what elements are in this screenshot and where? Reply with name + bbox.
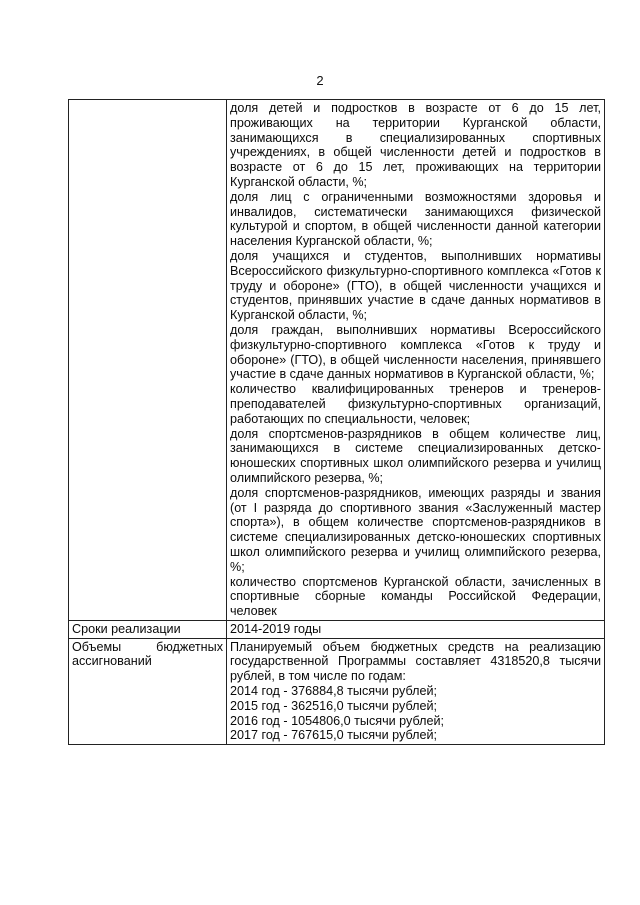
budget-content-cell — [227, 638, 605, 745]
indicator-paragraph: доля лиц с ограниченными возможностями здоровья и инвалидов, систематически занимающихся физической культурой и спортом, в общей численности данной категории населения Курганской области, %; — [230, 189, 601, 249]
passport-table — [68, 99, 605, 745]
row1-label-cell — [69, 100, 227, 621]
budget-year-line: 2015 год - 362516,0 тысячи рублей; — [230, 698, 437, 713]
budget-intro: Планируемый объем бюджетных средств на реализацию государственной Программы составляет 4318520,8 тысячи рублей, в том числе по годам: — [230, 639, 601, 684]
indicator-paragraph: доля граждан, выполнивших нормативы Всероссийского физкультурно-спортивного комплекса «Готов к труду и обороне» (ГТО), в общей численности населения, принявшего участие в сдаче данных нормативов в Курганской области, %; — [230, 322, 601, 382]
indicator-paragraph: доля спортсменов-разрядников в общем количестве лиц, занимающихся в системе специализированных детско-юношеских спортивных школ олимпийского резерва и училищ олимпийского резерва, %; — [230, 426, 601, 485]
indicator-paragraph: количество квалифицированных тренеров и тренеров-преподавателей физкультурно-спортивных организаций, работающих по специальности, человек; — [230, 382, 601, 426]
row1-content-cell — [227, 100, 605, 621]
budget-label: Объемы бюджетных ассигнований — [69, 638, 227, 745]
indicator-paragraph: количество спортсменов Курганской области, зачисленных в спортивные сборные команды Российской Федерации, человек — [230, 574, 601, 619]
table-row-budget — [69, 638, 605, 745]
budget-year-line: 2016 год - 1054806,0 тысячи рублей; — [230, 713, 444, 728]
budget-year-line: 2017 год - 767615,0 тысячи рублей; — [230, 728, 437, 743]
budget-year-line: 2014 год - 376884,8 тысячи рублей; — [230, 684, 437, 699]
table-row-period — [69, 620, 605, 638]
indicator-paragraph: доля спортсменов-разрядников, имеющих разряды и звания (от I разряда до спортивного звания «Заслуженный мастер спорта»), в общем количестве спортсменов-разрядников в системе специализированных детско-юношеских спортивных школ олимпийского резерва и училищ олимпийского резерва, %; — [230, 485, 601, 574]
page-number: 2 — [316, 73, 324, 88]
table-row-indicators — [69, 100, 605, 621]
period-value: 2014-2019 годы — [227, 620, 605, 638]
indicator-paragraph: доля учащихся и студентов, выполнивших нормативы Всероссийского физкультурно-спортивного комплекса «Готов к труду и обороне» (ГТО), в общей численности учащихся и студентов, принявших участие в сдаче данных нормативов в Курганской области, %; — [230, 248, 601, 323]
indicator-paragraph: доля детей и подростков в возрасте от 6 до 15 лет, проживающих на территории Курганской области, занимающихся в специализированных спортивных учреждениях, в общей численности детей и подростков в возрасте от 6 до 15 лет, проживающих на территории Курганской области, %; — [230, 101, 601, 189]
period-label: Сроки реализации — [69, 620, 227, 638]
